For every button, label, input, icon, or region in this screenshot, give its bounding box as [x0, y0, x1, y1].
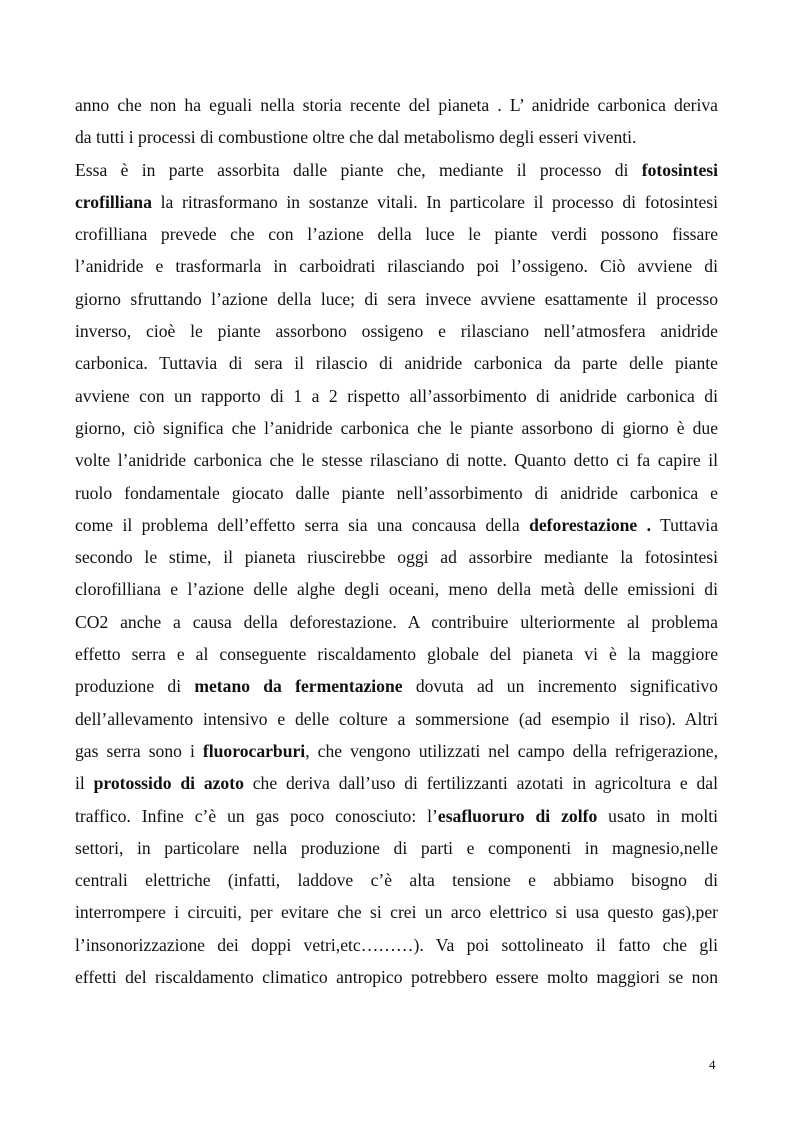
- text-segment: avviene con un rapporto di 1 a 2 rispetto all’assorbimento di anidride carbonica di: [75, 385, 718, 406]
- bold-term: deforestazione .: [529, 514, 651, 535]
- text-line: [75, 380, 718, 412]
- text-line: [75, 929, 718, 961]
- text-segment: , che vengono utilizzati nel campo della refrigerazione,: [305, 740, 718, 761]
- text-line: [75, 121, 718, 153]
- bold-term: esafluoruro di zolfo: [437, 805, 598, 826]
- text-line: [75, 347, 718, 379]
- bold-term: protossido di azoto: [93, 773, 244, 794]
- text-segment: inverso, cioè le piante assorbono ossigeno e rilasciano nell’atmosfera anidride: [75, 321, 718, 342]
- text-segment: giorno, ciò significa che l’anidride carbonica che le piante assorbono di giorno è due: [75, 417, 718, 438]
- page-number: 4: [709, 1057, 716, 1072]
- text-segment: produzione di: [75, 676, 195, 697]
- body-text: [75, 89, 718, 993]
- text-segment: clorofilliana e l’azione delle alghe degli oceani, meno della metà delle emissioni di: [75, 579, 718, 600]
- text-line: [75, 250, 718, 282]
- bold-term: fluorocarburi: [202, 740, 306, 761]
- text-segment: traffico. Infine c’è un gas poco conosciuto: l’: [75, 805, 438, 826]
- text-segment: volte l’anidride carbonica che le stesse rilasciano di notte. Quanto detto ci fa capire il: [75, 450, 718, 471]
- text-line: [75, 509, 718, 541]
- text-line: [75, 961, 718, 993]
- text-line: [75, 541, 718, 573]
- text-line: [75, 735, 718, 767]
- text-segment: carbonica. Tuttavia di sera il rilascio di anidride carbonica da parte delle piante: [75, 353, 718, 374]
- text-line: [75, 218, 718, 250]
- text-line: [75, 606, 718, 638]
- text-segment: Tuttavia: [650, 514, 719, 535]
- text-line: [75, 638, 718, 670]
- text-segment: effetto serra e al conseguente riscaldamento globale del pianeta vi è la maggiore: [75, 644, 718, 665]
- text-segment: interrompere i circuiti, per evitare che si crei un arco elettrico si usa questo gas),per: [75, 902, 718, 923]
- text-segment: il: [75, 773, 94, 794]
- text-segment: settori, in particolare nella produzione di parti e componenti in magnesio,nelle: [75, 837, 718, 858]
- text-line: [75, 703, 718, 735]
- text-line: [75, 864, 718, 896]
- text-segment: CO2 anche a causa della deforestazione. A contribuire ulteriormente al problema: [75, 611, 718, 632]
- text-segment: effetti del riscaldamento climatico antropico potrebbero essere molto maggiori se non: [75, 967, 718, 988]
- text-line: [75, 896, 718, 928]
- text-line: [75, 412, 718, 444]
- text-segment: da tutti i processi di combustione oltre che dal metabolismo degli esseri viventi.: [75, 127, 637, 148]
- text-segment: giorno sfruttando l’azione della luce; di sera invece avviene esattamente il processo: [75, 288, 718, 309]
- text-segment: la ritrasformano in sostanze vitali. In particolare il processo di fotosintesi: [151, 191, 718, 212]
- text-segment: come il problema dell’effetto serra sia una concausa della: [75, 514, 530, 535]
- text-segment: ruolo fondamentale giocato dalle piante nell’assorbimento di anidride carbonica e: [75, 482, 718, 503]
- text-segment: dovuta ad un incremento significativo: [402, 676, 718, 697]
- text-line: [75, 444, 718, 476]
- text-line: [75, 315, 718, 347]
- text-segment: l’anidride e trasformarla in carboidrati rilasciando poi l’ossigeno. Ciò avviene di: [75, 256, 718, 277]
- text-segment: che deriva dall’uso di fertilizzanti azotati in agricoltura e dal: [243, 773, 718, 794]
- text-segment: anno che non ha eguali nella storia recente del pianeta . L’ anidride carbonica deriva: [75, 95, 718, 115]
- bold-term: metano da fermentazione: [194, 676, 403, 697]
- text-line: [75, 767, 718, 799]
- text-segment: gas serra sono i: [75, 740, 203, 761]
- text-line: [75, 832, 718, 864]
- text-segment: usato in molti: [597, 805, 718, 826]
- text-line: [75, 670, 718, 702]
- text-segment: secondo le stime, il pianeta riuscirebbe oggi ad assorbire mediante la fotosintesi: [75, 547, 718, 568]
- text-line: [75, 186, 718, 218]
- text-line: [75, 477, 718, 509]
- bold-term: fotosintesi: [641, 159, 718, 180]
- text-line: [75, 89, 718, 121]
- text-segment: crofilliana prevede che con l’azione della luce le piante verdi possono fissare: [75, 224, 718, 245]
- text-segment: l’insonorizzazione dei doppi vetri,etc………). Va poi sottolineato il fatto che gli: [75, 934, 718, 955]
- text-line: [75, 283, 718, 315]
- text-segment: centrali elettriche (infatti, laddove c’è alta tensione e abbiamo bisogno di: [75, 870, 718, 891]
- text-segment: Essa è in parte assorbita dalle piante che, mediante il processo di: [75, 159, 642, 180]
- text-line: [75, 154, 718, 186]
- bold-term: crofilliana: [75, 191, 152, 212]
- text-segment: dell’allevamento intensivo e delle colture a sommersione (ad esempio il riso). Altri: [75, 708, 718, 729]
- text-line: [75, 800, 718, 832]
- text-line: [75, 573, 718, 605]
